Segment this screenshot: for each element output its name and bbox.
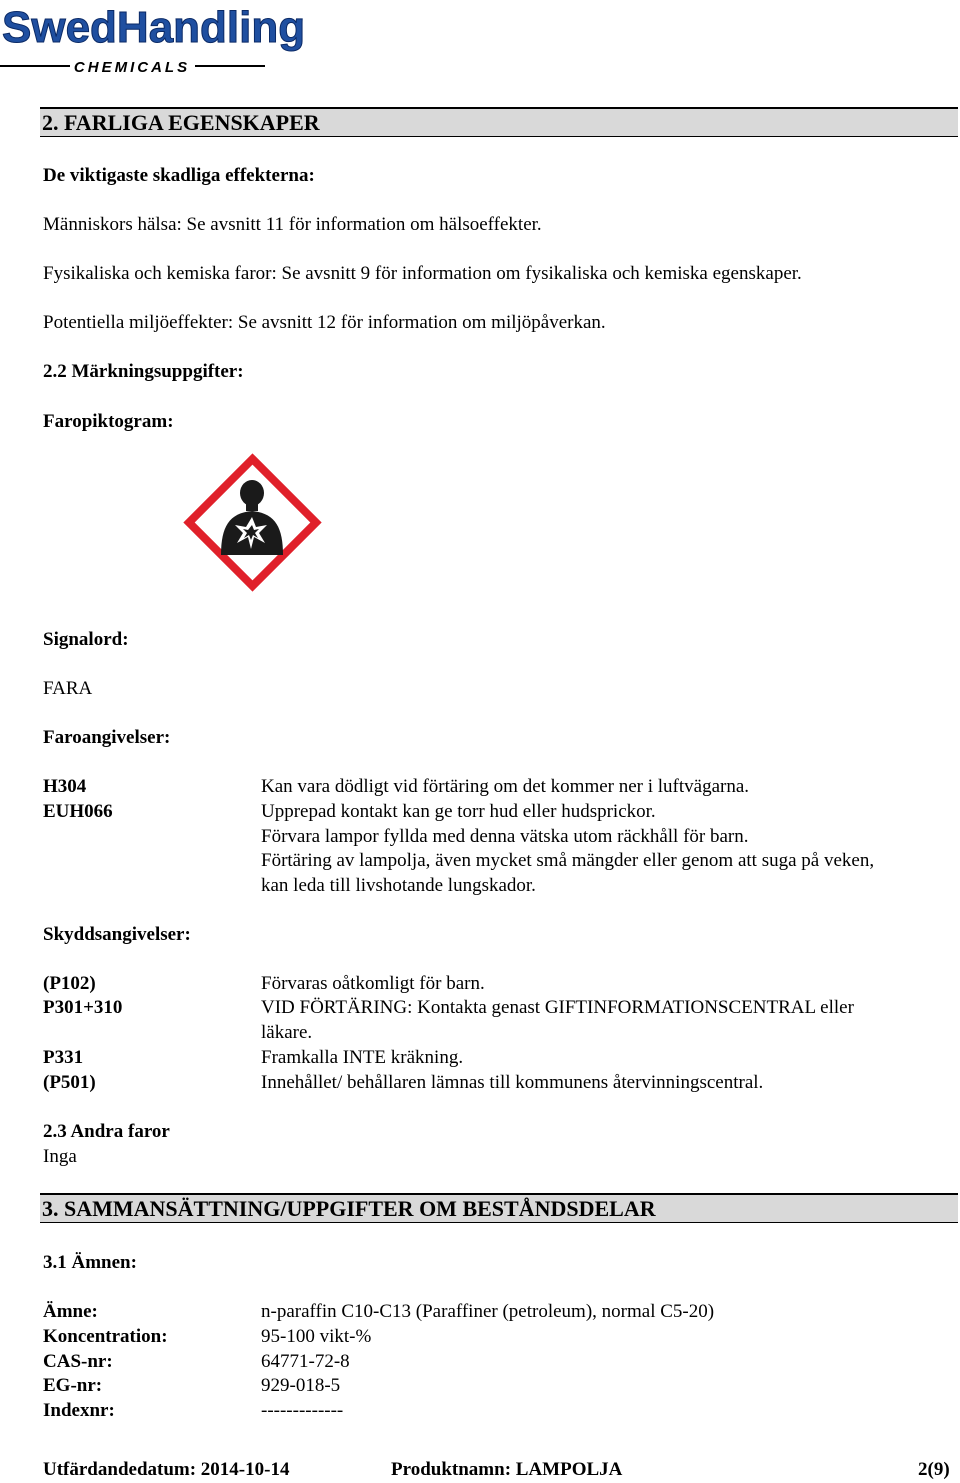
health-hazard-pictogram-icon xyxy=(185,455,320,590)
substance-label: Ämne: xyxy=(43,1301,98,1322)
signal-heading: Signalord: xyxy=(43,629,129,650)
hazard-text: kan leda till livshotande lungskador. xyxy=(261,875,536,896)
footer-page-number: 2(9) xyxy=(918,1459,950,1480)
precaution-text: Förvaras oåtkomligt för barn. xyxy=(261,973,485,994)
logo-brand-text: SwedHandling xyxy=(2,3,306,52)
concentration-label: Koncentration: xyxy=(43,1326,168,1347)
precaution-code: (P501) xyxy=(43,1072,96,1093)
logo-sub-text: CHEMICALS xyxy=(73,59,191,76)
hazard-text: Kan vara dödligt vid förtäring om det kommer ner i luftvägarna. xyxy=(261,776,750,797)
precaution-code: P301+310 xyxy=(43,997,123,1018)
cas-value: 64771-72-8 xyxy=(261,1351,350,1372)
physchem-hazards: Fysikaliska och kemiska faror: Se avsnitt 9 för information om fysikaliska och kemiska egenskaper. xyxy=(43,263,802,284)
substance-value: n-paraffin C10-C13 (Paraffiner (petroleum), normal C5-20) xyxy=(261,1301,715,1322)
hazard-text: Förvara lampor fyllda med denna vätska utom räckhåll för barn. xyxy=(261,826,749,847)
hazard-heading: Faroangivelser: xyxy=(43,727,171,748)
signal-word: FARA xyxy=(43,678,93,699)
precaution-text: VID FÖRTÄRING: Kontakta genast GIFTINFORMATIONSCENTRAL eller xyxy=(261,997,854,1018)
index-label: Indexnr: xyxy=(43,1400,115,1421)
company-logo xyxy=(0,0,306,80)
footer-issue-date xyxy=(43,1458,289,1482)
cas-label: CAS-nr: xyxy=(43,1351,113,1372)
eg-value: 929-018-5 xyxy=(261,1375,341,1396)
precaution-text: Framkalla INTE kräkning. xyxy=(261,1047,464,1068)
eg-label: EG-nr: xyxy=(43,1375,103,1396)
section-3-heading: 3. SAMMANSÄTTNING/UPPGIFTER OM BESTÅNDSDELAR xyxy=(40,1193,958,1223)
labeling-heading: 2.2 Märkningsuppgifter: xyxy=(43,361,244,382)
hazard-text: Förtäring av lampolja, även mycket små mängder eller genom att suga på veken, xyxy=(261,850,875,871)
precaution-heading: Skyddsangivelser: xyxy=(43,924,191,945)
footer-product xyxy=(391,1458,622,1482)
footer-product-label: Produktnamn xyxy=(391,1459,505,1480)
precaution-text: läkare. xyxy=(261,1022,313,1043)
section-2-heading: 2. FARLIGA EGENSKAPER xyxy=(40,107,958,137)
hazard-text: Upprepad kontakt kan ge torr hud eller hudsprickor. xyxy=(261,801,656,822)
hazard-code: H304 xyxy=(43,776,87,797)
concentration-value: 95-100 vikt-% xyxy=(261,1326,372,1347)
health-effects: Människors hälsa: Se avsnitt 11 för information om hälsoeffekter. xyxy=(43,214,542,235)
substances-heading: 3.1 Ämnen: xyxy=(43,1252,137,1273)
precaution-code: (P102) xyxy=(43,973,96,994)
environment-effects: Potentiella miljöeffekter: Se avsnitt 12 för information om miljöpåverkan. xyxy=(43,312,606,333)
footer-date-value: : 2014-10-14 xyxy=(189,1459,290,1480)
footer-product-value: : LAMPOLJA xyxy=(504,1459,623,1480)
effects-heading: De viktigaste skadliga effekterna: xyxy=(43,165,315,186)
precaution-code: P331 xyxy=(43,1047,84,1068)
pictogram-heading: Faropiktogram: xyxy=(43,411,174,432)
footer-date-label: Utfärdandedatum xyxy=(43,1459,190,1480)
hazard-code: EUH066 xyxy=(43,801,113,822)
index-value: ------------- xyxy=(261,1400,344,1421)
other-hazards-heading: 2.3 Andra faror xyxy=(43,1121,170,1142)
precaution-text: Innehållet/ behållaren lämnas till kommunens återvinningscentral. xyxy=(261,1072,764,1093)
other-hazards-value: Inga xyxy=(43,1146,77,1167)
